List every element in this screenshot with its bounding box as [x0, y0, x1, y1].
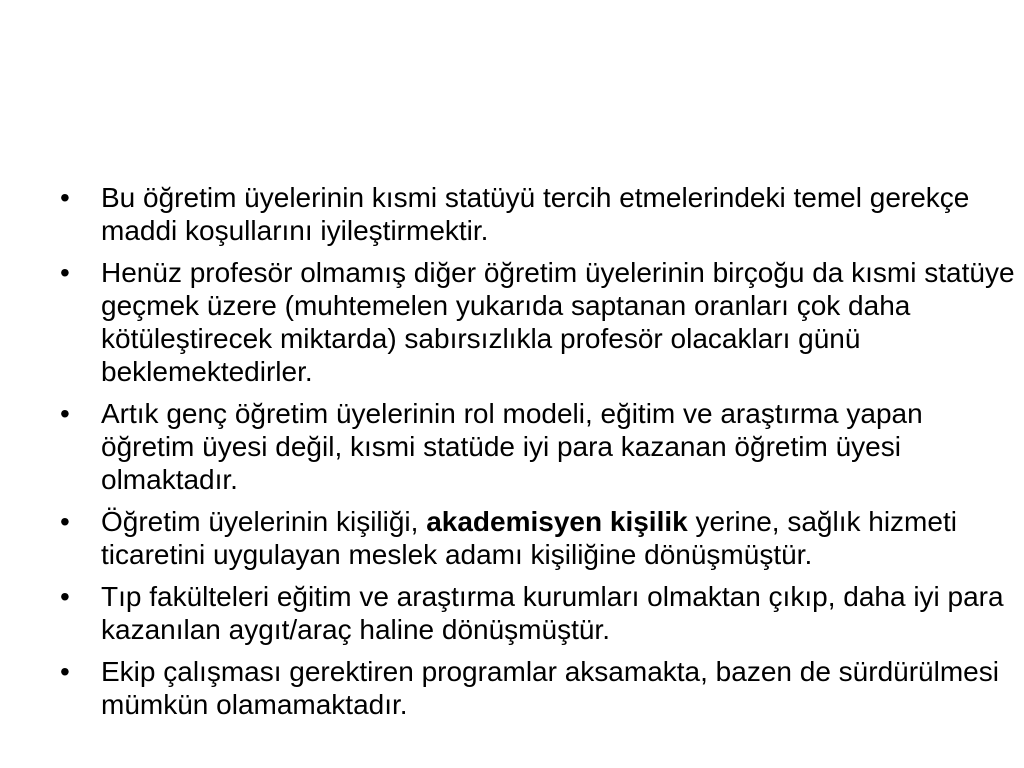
bullet-text: Henüz profesör olmamış diğer öğretim üyelerinin birçoğu da kısmi statüye geçmek üzere (muhtemelen yukarıda saptanan oranları çok daha kötüleştirecek miktarda) sabırsızlıkla profesör olacakları günü beklemektedirler. [101, 257, 1015, 387]
bullet-item-5 [60, 580, 1015, 646]
bullet-icon: • [60, 257, 70, 288]
bullet-item-3 [60, 397, 1015, 496]
bullet-icon: • [60, 581, 70, 612]
bullet-text: Artık genç öğretim üyelerinin rol modeli, eğitim ve araştırma yapan öğretim üyesi değil, kısmi statüde iyi para kazanan öğretim üyesi olmaktadır. [101, 398, 923, 495]
bullet-list [60, 181, 1015, 730]
bullet-text-after: yerine, sağlık hizmeti ticaretini uygulayan meslek adamı kişiliğine dönüşmüştür. [101, 506, 957, 570]
bullet-text-bold: akademisyen kişilik [426, 506, 688, 537]
bullet-icon: • [60, 182, 70, 213]
bullet-item-4 [60, 505, 1015, 571]
bullet-icon: • [60, 506, 70, 537]
bullet-text: Tıp fakülteleri eğitim ve araştırma kurumları olmaktan çıkıp, daha iyi para kazanılan aygıt/araç haline dönüşmüştür. [101, 581, 1004, 645]
bullet-icon: • [60, 398, 70, 429]
bullet-icon: • [60, 656, 70, 687]
bullet-item-6 [60, 655, 1015, 721]
bullet-text: Ekip çalışması gerektiren programlar aksamakta, bazen de sürdürülmesi mümkün olamamaktadır. [101, 656, 999, 720]
bullet-text-before: Öğretim üyelerinin kişiliği, [101, 506, 427, 537]
bullet-item-2 [60, 256, 1015, 388]
bullet-item-1 [60, 181, 1015, 247]
bullet-text [101, 506, 957, 570]
bullet-text: Bu öğretim üyelerinin kısmi statüyü tercih etmelerindeki temel gerekçe maddi koşullarını iyileştirmektir. [101, 182, 970, 246]
